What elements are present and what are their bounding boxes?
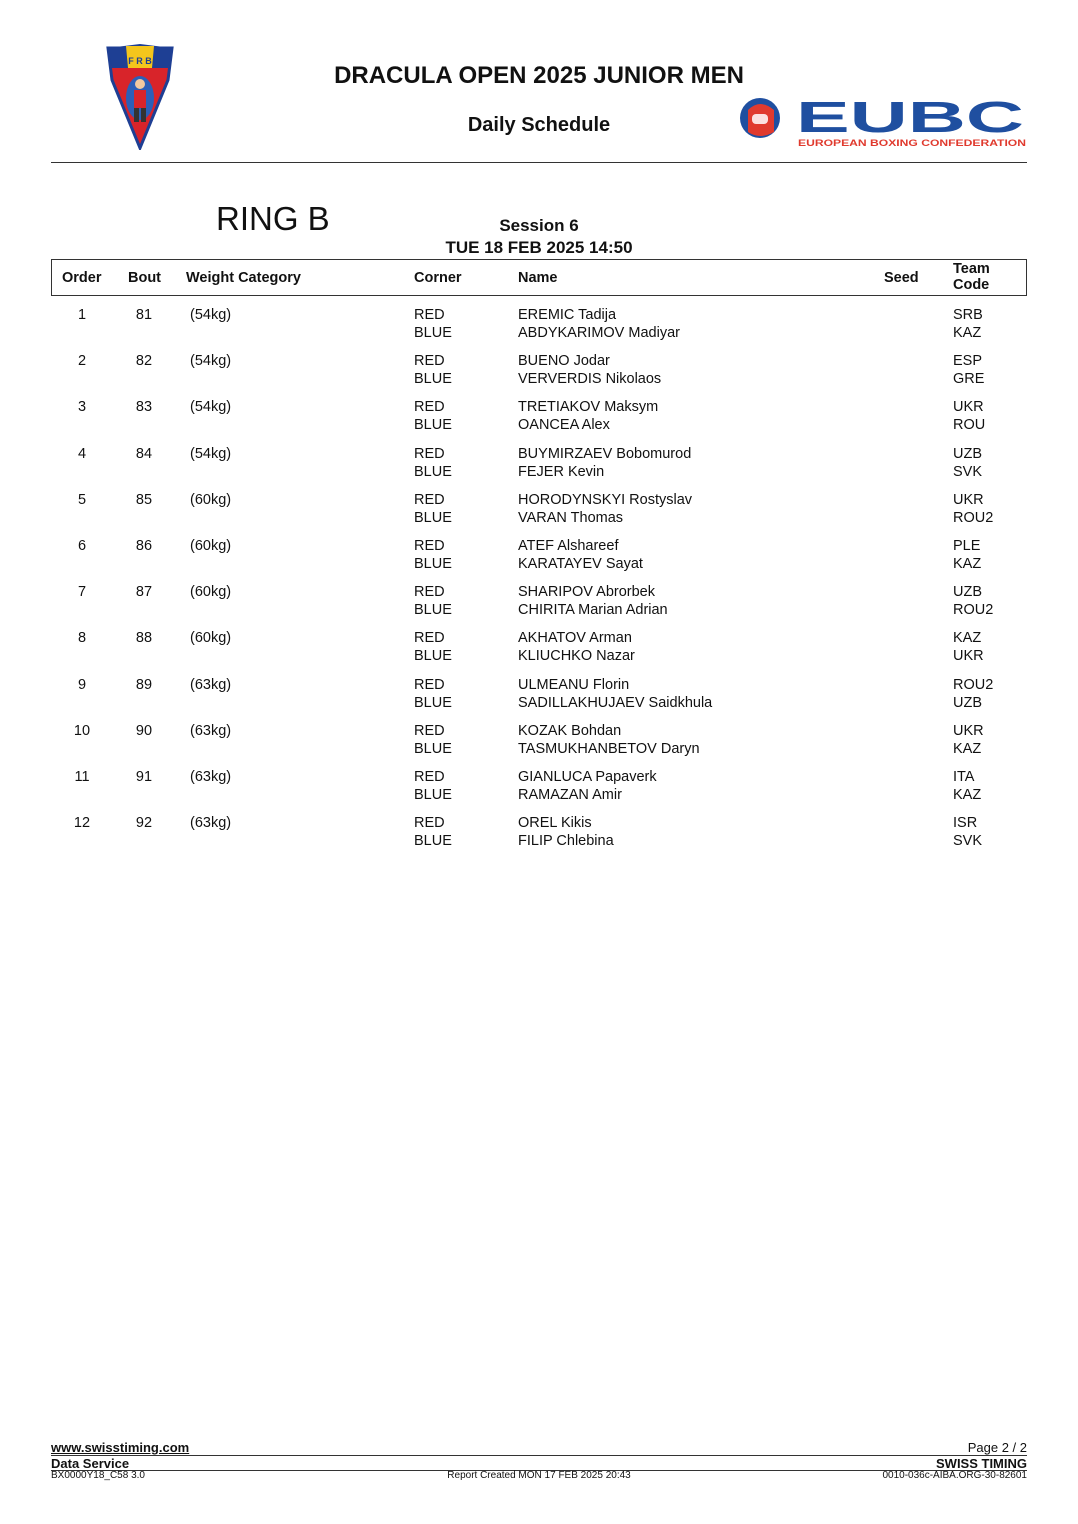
ring-label: RING B [216, 200, 330, 237]
red-team-code: ESP [953, 353, 983, 370]
weight-category: (54kg) [190, 399, 232, 416]
weight-category: (63kg) [190, 815, 232, 832]
bout-order: 7 [77, 584, 87, 601]
red-team-code: ISR [953, 815, 978, 832]
blue-boxer-name: FEJER Kevin [518, 463, 605, 480]
footer-swiss-timing: SWISS TIMING [936, 1456, 1027, 1471]
red-team-code: UKR [953, 399, 984, 416]
red-team-code: UZB [953, 445, 982, 462]
red-boxer-name: HORODYNSKYI Rostyslav [518, 491, 693, 508]
session-label: Session 6 [499, 216, 579, 235]
column-header-order: Order [62, 270, 102, 286]
weight-category: (63kg) [190, 676, 232, 693]
blue-corner-label: BLUE [414, 787, 452, 803]
bout-number: 86 [135, 538, 153, 554]
red-team-code: PLE [953, 538, 981, 554]
red-boxer-name: BUENO Jodar [518, 353, 610, 370]
bout-number: 82 [135, 353, 153, 370]
footer-report-created: Report Created MON 17 FEB 2025 20:43 [447, 1470, 631, 1481]
blue-corner-label: BLUE [414, 833, 452, 850]
red-boxer-name: AKHATOV Arman [518, 630, 632, 647]
red-team-code: SRB [953, 307, 983, 323]
red-team-code: ITA [953, 769, 975, 785]
bout-number: 89 [135, 676, 153, 693]
header-divider [51, 162, 1027, 163]
blue-team-code: KAZ [953, 556, 982, 572]
blue-team-code: ROU2 [953, 602, 994, 619]
bout-order: 8 [77, 630, 87, 647]
bout-order: 11 [74, 769, 90, 785]
blue-boxer-name: CHIRITA Marian Adrian [518, 602, 668, 619]
blue-boxer-name: OANCEA Alex [518, 417, 610, 434]
footer-data-service: Data Service [51, 1456, 130, 1471]
red-corner-label: RED [414, 630, 445, 647]
red-team-code: UKR [953, 722, 984, 739]
blue-corner-label: BLUE [414, 463, 452, 480]
blue-boxer-name: KARATAYEV Sayat [518, 556, 643, 572]
red-boxer-name: ATEF Alshareef [518, 538, 619, 554]
column-header-corner: Corner [414, 270, 462, 286]
document-subtitle: Daily Schedule [467, 114, 611, 136]
red-corner-label: RED [414, 815, 445, 832]
bout-order: 6 [77, 538, 87, 554]
blue-team-code: ROU [953, 417, 986, 434]
bout-number: 81 [135, 307, 153, 323]
red-corner-label: RED [414, 307, 445, 323]
blue-corner-label: BLUE [414, 509, 452, 526]
blue-corner-label: BLUE [414, 556, 452, 572]
weight-category: (63kg) [190, 722, 232, 739]
frb-logo-letters: F R B [128, 56, 152, 66]
red-boxer-name: GIANLUCA Papaverk [518, 769, 657, 785]
document-title: DRACULA OPEN 2025 JUNIOR MEN [334, 62, 744, 89]
blue-team-code: GRE [953, 371, 985, 388]
red-corner-label: RED [414, 769, 445, 785]
footer [0, 1440, 1078, 1480]
bout-number: 85 [135, 491, 153, 508]
red-corner-label: RED [414, 491, 445, 508]
bout-order: 2 [77, 353, 87, 370]
red-team-code: UKR [953, 491, 984, 508]
weight-category: (54kg) [190, 353, 232, 370]
blue-corner-label: BLUE [414, 694, 452, 711]
bout-order: 12 [73, 815, 91, 832]
weight-category: (60kg) [190, 630, 232, 647]
blue-team-code: UZB [953, 694, 982, 711]
blue-corner-label: BLUE [414, 417, 452, 434]
blue-boxer-name: SADILLAKHUJAEV Saidkhula [518, 694, 713, 711]
bout-number: 87 [135, 584, 153, 601]
blue-team-code: KAZ [953, 325, 982, 341]
column-header-seed: Seed [884, 270, 919, 286]
column-header-weight: Weight Category [186, 270, 301, 286]
blue-boxer-name: VERVERDIS Nikolaos [518, 371, 662, 388]
footer-divider-top [51, 1455, 1027, 1456]
weight-category: (63kg) [190, 769, 232, 785]
blue-team-code: SVK [953, 463, 983, 480]
bout-order: 10 [73, 722, 91, 739]
red-corner-label: RED [414, 584, 445, 601]
column-header-team-line1: Team [953, 261, 990, 277]
blue-boxer-name: FILIP Chlebina [518, 833, 614, 850]
blue-boxer-name: ABDYKARIMOV Madiyar [518, 325, 680, 341]
red-team-code: KAZ [953, 630, 982, 647]
bout-order: 3 [77, 399, 87, 416]
red-corner-label: RED [414, 353, 445, 370]
blue-boxer-name: KLIUCHKO Nazar [518, 648, 635, 665]
red-corner-label: RED [414, 445, 445, 462]
red-team-code: UZB [953, 584, 982, 601]
blue-team-code: SVK [953, 833, 983, 850]
eubc-logo-text: EUBC [796, 94, 1024, 142]
table-header [51, 259, 1027, 296]
weight-category: (54kg) [190, 445, 232, 462]
eubc-logo-tagline: EUROPEAN BOXING CONFEDERATION [798, 138, 1027, 149]
bout-order: 1 [77, 307, 87, 323]
bout-order: 5 [77, 491, 87, 508]
red-boxer-name: SHARIPOV Abrorbek [518, 584, 655, 601]
red-boxer-name: OREL Kikis [518, 815, 592, 832]
footer-report-code: BX0000Y18_C58 3.0 [51, 1470, 145, 1481]
bout-number: 83 [135, 399, 153, 416]
red-team-code: ROU2 [953, 676, 994, 693]
red-corner-label: RED [414, 538, 445, 554]
blue-team-code: KAZ [953, 740, 982, 757]
blue-boxer-name: TASMUKHANBETOV Daryn [518, 740, 700, 757]
weight-category: (60kg) [190, 491, 232, 508]
column-header-name: Name [518, 270, 558, 286]
red-boxer-name: KOZAK Bohdan [518, 722, 622, 739]
bout-number: 90 [135, 722, 153, 739]
bout-order: 4 [77, 445, 87, 462]
red-corner-label: RED [414, 676, 445, 693]
red-boxer-name: ULMEANU Florin [518, 676, 630, 693]
blue-corner-label: BLUE [414, 325, 452, 341]
bout-number: 91 [135, 769, 153, 785]
bout-number: 88 [135, 630, 153, 647]
bout-number: 84 [135, 445, 153, 462]
blue-corner-label: BLUE [414, 602, 452, 619]
red-boxer-name: BUYMIRZAEV Bobomurod [518, 445, 692, 462]
blue-team-code: UKR [953, 648, 984, 665]
footer-page-number: Page 2 / 2 [967, 1440, 1027, 1455]
column-header-bout: Bout [128, 270, 162, 286]
red-boxer-name: EREMIC Tadija [518, 307, 617, 323]
blue-team-code: ROU2 [953, 509, 994, 526]
red-boxer-name: TRETIAKOV Maksym [518, 399, 659, 416]
footer-document-id: 0010-036c-AIBA.ORG-30-82601 [882, 1470, 1027, 1481]
eubc-logo [738, 94, 1030, 150]
red-corner-label: RED [414, 722, 445, 739]
blue-corner-label: BLUE [414, 740, 452, 757]
weight-category: (54kg) [190, 307, 232, 323]
column-header-team-line2: Code [953, 277, 990, 293]
footer-website: www.swisstiming.com [51, 1440, 190, 1455]
bout-number: 92 [135, 815, 153, 832]
bout-order: 9 [77, 676, 87, 693]
blue-corner-label: BLUE [414, 371, 452, 388]
blue-corner-label: BLUE [414, 648, 452, 665]
weight-category: (60kg) [190, 538, 232, 554]
blue-boxer-name: RAMAZAN Amir [518, 787, 622, 803]
blue-boxer-name: VARAN Thomas [518, 509, 624, 526]
red-corner-label: RED [414, 399, 445, 416]
blue-team-code: KAZ [953, 787, 982, 803]
session-datetime: TUE 18 FEB 2025 14:50 [445, 238, 633, 257]
weight-category: (60kg) [190, 584, 232, 601]
